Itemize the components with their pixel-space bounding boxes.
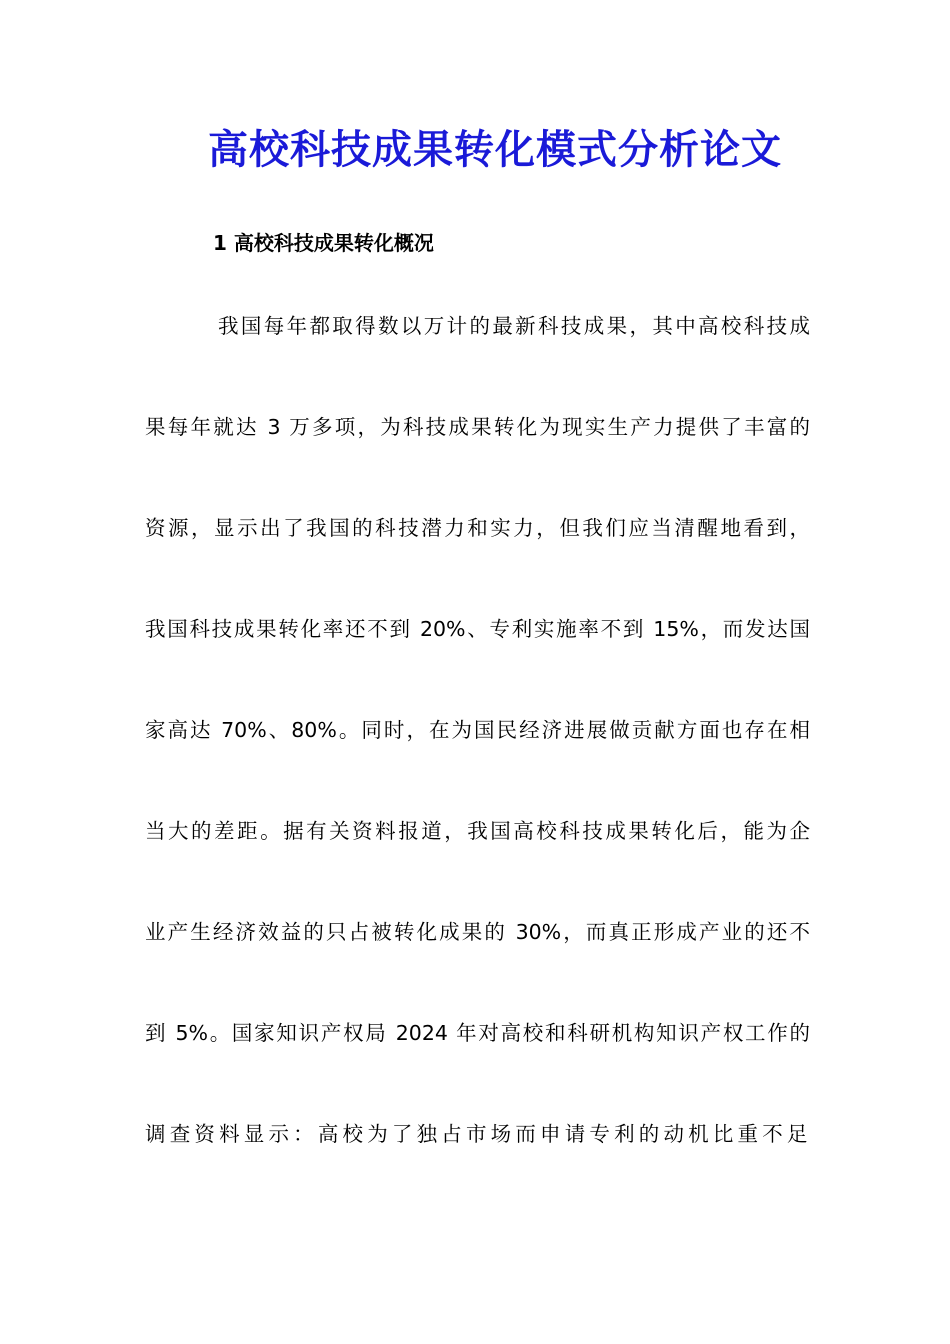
body-line: 我国科技成果转化率还不到 20%、专利实施率不到 15%，而发达国 [145, 617, 810, 641]
body-line: 当大的差距。据有关资料报道，我国高校科技成果转化后，能为企 [145, 819, 810, 843]
body-line: 资源，显示出了我国的科技潜力和实力，但我们应当清醒地看到， [145, 516, 810, 540]
body-line: 业产生经济效益的只占被转化成果的 30%，而真正形成产业的还不 [145, 920, 810, 944]
document-title: 高校科技成果转化模式分析论文 [208, 126, 782, 173]
body-line: 调查资料显示：高校为了独占市场而申请专利的动机比重不足 [145, 1122, 810, 1146]
body-line: 到 5%。国家知识产权局 2024 年对高校和科研机构知识产权工作的 [145, 1021, 810, 1045]
body-line: 家高达 70%、80%。同时，在为国民经济进展做贡献方面也存在相 [145, 718, 810, 742]
section-heading: 1 高校科技成果转化概况 [213, 231, 434, 255]
body-line: 果每年就达 3 万多项，为科技成果转化为现实生产力提供了丰富的 [145, 415, 810, 439]
body-paragraph [145, 310, 810, 1219]
body-line: 我国每年都取得数以万计的最新科技成果，其中高校科技成 [218, 314, 810, 338]
